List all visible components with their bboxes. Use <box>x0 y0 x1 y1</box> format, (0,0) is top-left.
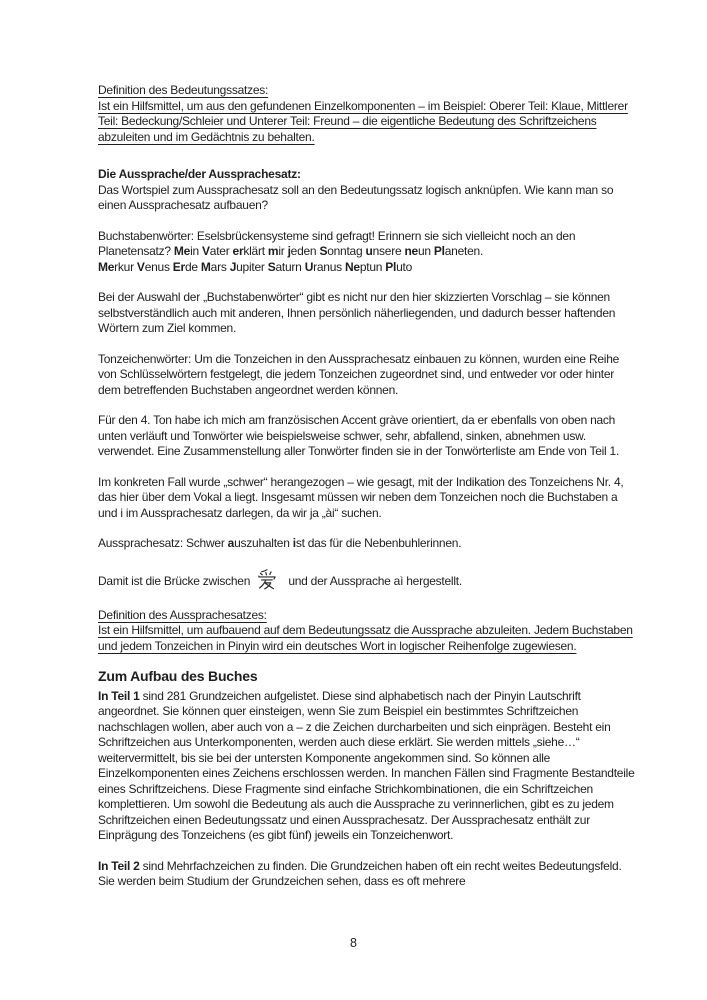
paragraph-buchstabenwoerter <box>98 229 639 276</box>
paragraph-bruecke <box>98 567 639 591</box>
text-run: i <box>292 536 296 550</box>
text-run: aneten. <box>444 244 484 258</box>
text-run: sind Mehrfachzeichen zu finden. Die Grundzeichen haben oft ein recht weites Bedeutungsfeld. Sie werden beim Studium der Grundzeichen sehen, dass es oft mehrere <box>98 858 622 888</box>
page-number: 8 <box>350 936 357 950</box>
paragraph-teil-2 <box>98 859 639 890</box>
text-run: ptun <box>359 259 386 274</box>
text-run: enus <box>144 259 173 274</box>
text-run: m <box>267 244 279 258</box>
text-run: Buchstabenwörter: Eselsbrückensysteme sind gefragt! Erinnern sie sich vielleicht noch an den Planetensatz? <box>98 228 576 258</box>
text-run: Die Aussprache/der Aussprachesatz: <box>98 167 301 181</box>
text-run: Pl <box>385 259 397 274</box>
text-run: In Teil 2 <box>98 858 140 873</box>
text-run: V <box>202 244 210 258</box>
paragraph-teil-1 <box>98 689 639 844</box>
text-run: uto <box>396 259 413 274</box>
text-run: Ist ein Hilfsmittel, um aufbauend auf dem Bedeutungssatz die Aussprache abzuleiten. Jedem Buchstaben und jedem Tonzeichen in Pinyin wird ein deutsches Wort in logischer Reihenfolge zugewiesen. <box>98 623 633 653</box>
page-content <box>98 83 639 905</box>
text-run: ars <box>210 259 230 274</box>
text-run: rkur <box>114 259 137 274</box>
paragraph-tonzeichenwoerter <box>98 352 639 399</box>
text-run: Bei der Auswahl der „Buchstabenwörter“ gibt es nicht nur den hier skizzierten Vorschlag – sie können selbstverständlich auch mit anderen, Ihnen persönlich näherliegenden, und dadurch besser haftenden Wörtern zum Ziel kommen. <box>98 290 616 335</box>
text-run: un <box>417 244 434 258</box>
text-run: ranus <box>313 259 345 274</box>
text-run: sind 281 Grundzeichen aufgelistet. Diese sind alphabetisch nach der Pinyin Lautschrift angeordnet. Sie können quer einsteigen, wenn Sie zum Beispiel ein bestimmtes Schriftzeichen nachschlagen wollen, aber auch von a – z die Zeichen durcharbeiten und sich einprägen. Besteht ein Schriftzeichen aus Unterkomponenten, werden auch diese erklärt. Sie werden mittels „siehe…“ weitervermittelt, bis sie bei der untersten Komponente angekommen sind. So können alle Einzelkomponenten eines Zeichens erschlossen werden. In manchen Fällen sind Fragmente Bestandteile eines Schriftzeichens. Diese Fragmente sind einfache Strichkombinationen, die ein Schriftzeichen komplettieren. Um sowohl die Bedeutung als auch die Aussprache zu verinnerlichen, gibt es zu jedem Schriftzeichen einen Bedeutungssatz und einen Aussprachesatz. Der Aussprachesatz enthält zur Einprägung des Tonzeichens (es gibt fünf) jeweils ein Tonzeichenwort. <box>98 688 635 842</box>
chinese-character-ai-glyph <box>256 567 278 591</box>
definition-aussprachesatz <box>98 608 639 655</box>
text-run: Me <box>98 259 115 274</box>
text-run: u <box>365 244 373 258</box>
text-run: und der Aussprache aì hergestellt. <box>285 573 462 588</box>
text-run: klärt <box>243 244 268 258</box>
text-run: Im konkreten Fall wurde „schwer“ herangezogen – wie gesagt, mit der Indikation des Tonzeichens Nr. 4, das hier über dem Vokal a liegt. Insgesamt müssen wir neben dem Tonzeichen noch die Buchstaben a und i im Aussprachesatz darlegen, da wir ja „ài“ suchen. <box>98 474 624 520</box>
text-run: Me <box>173 244 191 258</box>
text-run: st das für die Nebenbuhlerinnen. <box>295 536 462 550</box>
text-run: Definition des Bedeutungssatzes: <box>98 83 269 97</box>
text-run: uszuhalten <box>234 536 293 550</box>
text-run: V <box>136 259 145 274</box>
text-run: nsere <box>372 244 405 258</box>
text-run: Er <box>172 259 185 274</box>
text-run: er <box>232 244 244 258</box>
paragraph-vierter-ton <box>98 413 639 460</box>
text-run: j <box>287 244 291 258</box>
text-run: de <box>184 259 201 274</box>
text-run: eden <box>290 244 320 258</box>
text-run: M <box>200 259 211 274</box>
definition-bedeutungssatz <box>98 83 639 145</box>
text-run: S <box>319 244 328 258</box>
text-run: ir <box>278 244 288 258</box>
text-run: Ne <box>344 259 360 274</box>
text-run: In Teil 1 <box>98 688 140 703</box>
paragraph-aussprachesatz-beispiel <box>98 536 639 552</box>
text-run: Pl <box>433 244 445 258</box>
text-run: J <box>229 259 237 274</box>
text-run: upiter <box>236 259 268 274</box>
text-run: Aussprachesatz: Schwer <box>98 536 228 550</box>
text-run: Tonzeichenwörter: Um die Tonzeichen in den Aussprachesatz einbauen zu können, wurden eine Reihe von Schlüsselwörtern festgelegt, die jedem Tonzeichen zugeordnet sind, und entweder vor oder hinter dem betreffenden Buchstaben angeordnet werden können. <box>98 351 620 397</box>
text-run: ne <box>404 244 418 258</box>
text-run: Damit ist die Brücke zwischen <box>98 573 254 588</box>
paragraph-auswahl-buchstabenwoerter <box>98 290 639 337</box>
paragraph-konkreter-fall <box>98 475 639 522</box>
text-run: a <box>227 536 235 550</box>
text-run: U <box>304 259 314 274</box>
chinese-character-ai <box>256 567 278 591</box>
text-run: Ist ein Hilfsmittel, um aus den gefundenen Einzelkomponenten – im Beispiel: Oberer Teil: Klaue, Mittlerer Teil: Bedeckung/Schleier und Unterer Teil: Freund – die eigentliche Bedeutung des Schriftzeichens abzuleiten und im Gedächtnis zu behalten. <box>98 98 628 144</box>
text-run: Definition des Aussprachesatzes: <box>98 607 267 622</box>
section-aussprache <box>98 167 639 214</box>
text-run: onntag <box>327 244 366 258</box>
text-run: aturn <box>275 259 305 274</box>
heading-zum-aufbau-des-buches: Zum Aufbau des Buches <box>98 668 258 684</box>
text-run: Für den 4. Ton habe ich mich am französischen Accent gràve orientiert, da er ebenfalls von oben nach unten verläuft und Tonwörter wie beispielsweise schwer, sehr, abfallend, sinken, abnehmen usw. verwendet. Eine Zusammenstellung aller Tonwörter finden sie in der Tonwörterliste am Ende von Teil 1. <box>98 413 620 458</box>
text-run: S <box>267 259 276 274</box>
text-run: ater <box>209 244 233 258</box>
text-run: Das Wortspiel zum Aussprachesatz soll an den Bedeutungssatz logisch anknüpfen. Wie kann man so einen Aussprachesatz aufbauen? <box>98 182 614 212</box>
text-run: in <box>190 244 202 258</box>
